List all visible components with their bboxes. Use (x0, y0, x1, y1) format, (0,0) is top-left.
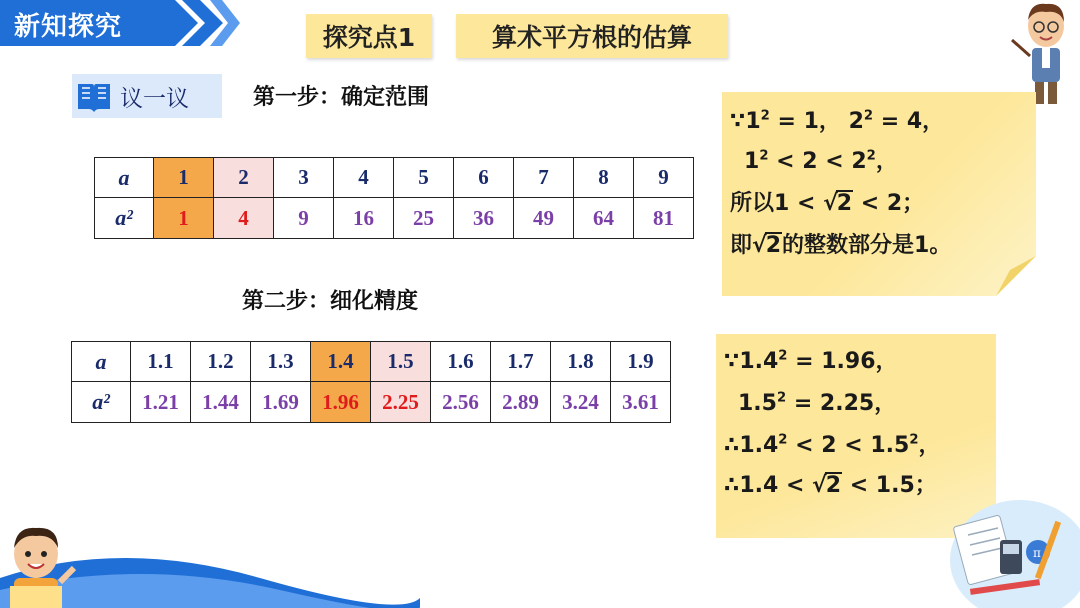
step1-a2-cell: 9 (274, 198, 334, 239)
step2-a2-cell: 1.21 (131, 382, 191, 423)
step2-a2-cell: 1.69 (251, 382, 311, 423)
step1-title: 第一步：确定范围 (253, 85, 430, 110)
step1-a-cell: 8 (574, 158, 634, 198)
step1-a-cell: 1 (154, 158, 214, 198)
note2-line3: $\therefore 1.4^2 < 2 < 1.5^2$， (724, 432, 941, 458)
banner-chevrons-icon (150, 0, 240, 46)
step1-a2-cell: 25 (394, 198, 454, 239)
step2-a2-cell: 2.25 (371, 382, 431, 423)
step2-title: 第二步：细化精度 (242, 289, 419, 314)
step1-a-cell: 6 (454, 158, 514, 198)
step2-a2-cell: 3.61 (611, 382, 671, 423)
row-label-a-squared: a² (95, 198, 154, 239)
step2-a2-cell: 2.89 (491, 382, 551, 423)
step2-a-cell: 1.3 (251, 342, 311, 382)
step2-a-cell: 1.8 (551, 342, 611, 382)
note-card-1 (722, 92, 1036, 296)
step1-a2-cell: 49 (514, 198, 574, 239)
step1-a-cell: 3 (274, 158, 334, 198)
step2-table (71, 341, 671, 423)
step1-a-cell: 5 (394, 158, 454, 198)
svg-text:π: π (1033, 546, 1041, 560)
step1-a-cell: 4 (334, 158, 394, 198)
note2-line1: $\because 1.4^2 = 1.96$， (724, 348, 898, 374)
step1-a2-cell: 36 (454, 198, 514, 239)
step2-a2-cell: 3.24 (551, 382, 611, 423)
step2-a-cell: 1.5 (371, 342, 431, 382)
book-icon (74, 78, 114, 114)
step2-a-cell: 1.2 (191, 342, 251, 382)
explore-point-label: 探究点1 (306, 14, 432, 58)
step2-a-cell: 1.4 (311, 342, 371, 382)
step2-a2-cell: 2.56 (431, 382, 491, 423)
note1-line1: $\because 1^2 = 1$， $2^2 = 4$， (730, 108, 945, 134)
discuss-tag (72, 74, 222, 118)
step1-table (94, 157, 694, 239)
step1-a-cell: 7 (514, 158, 574, 198)
note1-line3: 所以1 < √2 < 2； (730, 191, 925, 216)
note2-line4: ∴1.4 < √2 < 1.5； (724, 473, 937, 498)
note1-line2: $1^2 < 2 < 2^2$， (744, 148, 898, 174)
step1-a-cell: 2 (214, 158, 274, 198)
section-title: 新知探究 (14, 12, 123, 42)
section-banner (0, 0, 175, 46)
page-curl-icon (996, 256, 1036, 296)
step2-a-cell: 1.7 (491, 342, 551, 382)
step1-a2-cell: 81 (634, 198, 694, 239)
step2-a-cell: 1.9 (611, 342, 671, 382)
discuss-label: 议一议 (120, 85, 189, 112)
row-label-a-squared: a² (72, 382, 131, 423)
topic-title: 算术平方根的估算 (456, 14, 728, 58)
student-illustration (0, 522, 80, 608)
step2-a2-cell: 1.44 (191, 382, 251, 423)
step1-a2-cell: 64 (574, 198, 634, 239)
step2-a-cell: 1.6 (431, 342, 491, 382)
step2-a2-cell: 1.96 (311, 382, 371, 423)
row-label-a: a (72, 342, 131, 382)
step2-a-cell: 1.1 (131, 342, 191, 382)
note2-line2: $1.5^2 = 2.25$， (738, 390, 897, 416)
step1-a2-cell: 4 (214, 198, 274, 239)
step1-a2-cell: 1 (154, 198, 214, 239)
step1-a-cell: 9 (634, 158, 694, 198)
school-supplies-illustration (940, 480, 1080, 608)
row-label-a: a (95, 158, 154, 198)
note1-line4: 即√2的整数部分是1。 (730, 233, 952, 258)
step1-a2-cell: 16 (334, 198, 394, 239)
